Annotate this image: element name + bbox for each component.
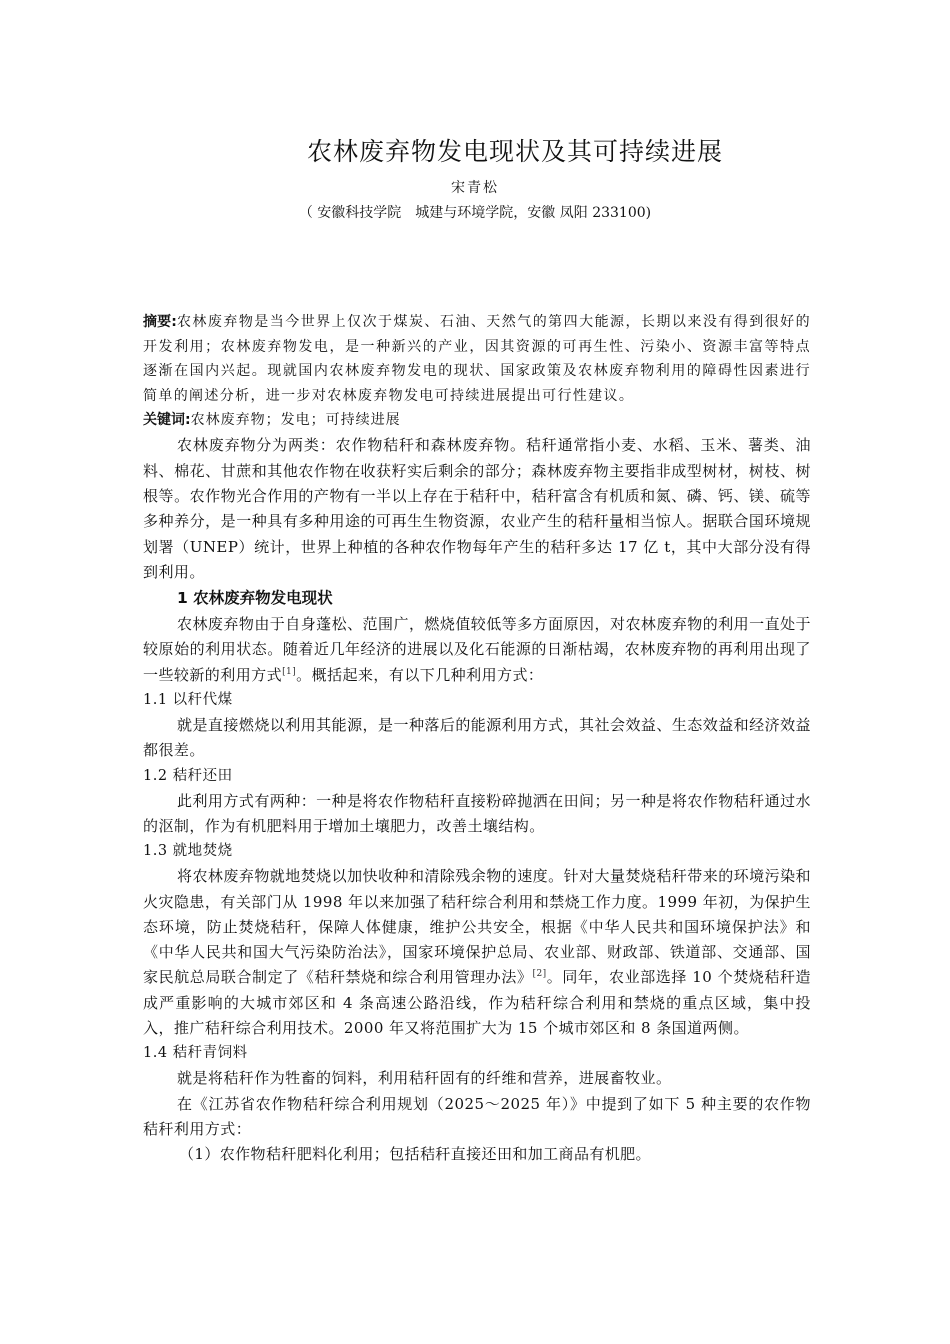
citation-ref: [2]	[532, 969, 547, 980]
subsection-paragraph: 就是直接燃烧以利用其能源，是一种落后的能源利用方式，其社会效益、生态效益和经济效益都很差。	[143, 716, 811, 760]
subsection-paragraph: 就是将秸秆作为牲畜的饲料，利用秸秆固有的纤维和营养，进展畜牧业。	[177, 1069, 672, 1088]
abstract	[143, 310, 811, 408]
subsection-heading: 1.2 秸秆还田	[143, 767, 233, 784]
keywords	[143, 408, 811, 433]
author-affiliation: （ 安徽科技学院 城建与环境学院，安徽 凤阳 233100)	[298, 205, 652, 221]
subsection-paragraph: 此利用方式有两种：一种是将农作物秸秆直接粉碎抛洒在田间；另一种是将农作物秸秆通过水的沤制，作为有机肥料用于增加土壤肥力，改善土壤结构。	[143, 791, 811, 835]
section-heading: 1 农林废弃物发电现状	[177, 589, 333, 608]
author-name: 宋青松	[451, 180, 499, 196]
sub13-text-b: 。同年，农业部选择 10 个焚烧秸秆造成严重影响的大城市郊区和 4 条高速公路沿线，作为秸秆综合利用和禁烧的重点区域，集中投入，推广秸秆综合利用技术。2000 年又将范围扩大为 15 个城市郊区和 8 条国道两侧。	[143, 968, 811, 1038]
section1-text-a: 农林废弃物由于自身蓬松、范围广，燃烧值较低等多方面原因，对农林废弃物的利用一直处于较原始的利用状态。随着近几年经济的进展以及化石能源的日渐枯竭，农林废弃物的再利用出现了一些较新的利用方式	[143, 615, 811, 684]
abstract-text: 农林废弃物是当今世界上仅次于煤炭、石油、天然气的第四大能源，长期以来没有得到很好的开发利用；农林废弃物发电，是一种新兴的产业，因其资源的可再生性、污染小、资源丰富等特点逐渐在国内兴起。现就国内农林废弃物发电的现状、国家政策及农林废弃物利用的障碍性因素进行简单的阐述分析，进一步对农林废弃物发电可持续进展提出可行性建议。	[143, 314, 811, 404]
abstract-label: 摘要:	[143, 314, 177, 330]
keywords-label: 关键词:	[143, 412, 191, 429]
subsection-paragraph	[143, 864, 811, 1041]
section1-paragraph	[143, 612, 811, 688]
subsection-heading: 1.4 秸秆青饲料	[143, 1045, 248, 1062]
keywords-text: 农林废弃物；发电；可持续进展	[190, 412, 401, 429]
citation-ref: [1]	[282, 666, 297, 677]
sub13-text-a: 将农林废弃物就地焚烧以加快收种和清除残余物的速度。针对大量焚烧秸秆带来的环境污染和火灾隐患，有关部门从 1998 年以来加强了秸秆综合利用和禁烧工作力度。1999 年初，为保护生态环境，防止焚烧秸秆，保障人体健康，维护公共安全，根据《中华人民共和国环境保护法》和《中华人民共和国大气污染防治法》，国家环境保护总局、农业部、财政部、铁道部、交通部、国家民航总局联合制定了《秸秆禁烧和综合利用管理办法》	[143, 867, 811, 987]
subsection-heading: 1.1 以秆代煤	[143, 692, 233, 709]
intro-paragraph: 农林废弃物分为两类：农作物秸秆和森林废弃物。秸秆通常指小麦、水稻、玉米、薯类、油料、棉花、甘蔗和其他农作物在收获籽实后剩余的部分；森林废弃物主要指非成型树材，树枝、树根等。农作物光合作用的产物有一半以上存在于秸秆中，秸秆富含有机质和氮、磷、钙、镁、硫等多种养分，是一种具有多种用途的可再生生物资源，农业产生的秸秆量相当惊人。据联合国环境规划署（UNEP）统计，世界上种植的各种农作物每年产生的秸秆多达 17 亿 t，其中大部分没有得到利用。	[143, 436, 811, 581]
section1-text-b: 。概括起来，有以下几种利用方式：	[296, 665, 544, 684]
subsection-paragraph: 在《江苏省农作物秸秆综合利用规划（2025～2025 年）》中提到了如下 5 种主要的农作物秸秆利用方式：	[143, 1094, 811, 1138]
paper-body	[143, 310, 811, 1167]
list-item: （1）农作物秸秆肥料化利用；包括秸秆直接还田和加工商品有机肥。	[179, 1145, 651, 1164]
subsection-heading: 1.3 就地焚烧	[143, 843, 233, 860]
paper-title: 农林废弃物发电现状及其可持续进展	[306, 137, 723, 166]
